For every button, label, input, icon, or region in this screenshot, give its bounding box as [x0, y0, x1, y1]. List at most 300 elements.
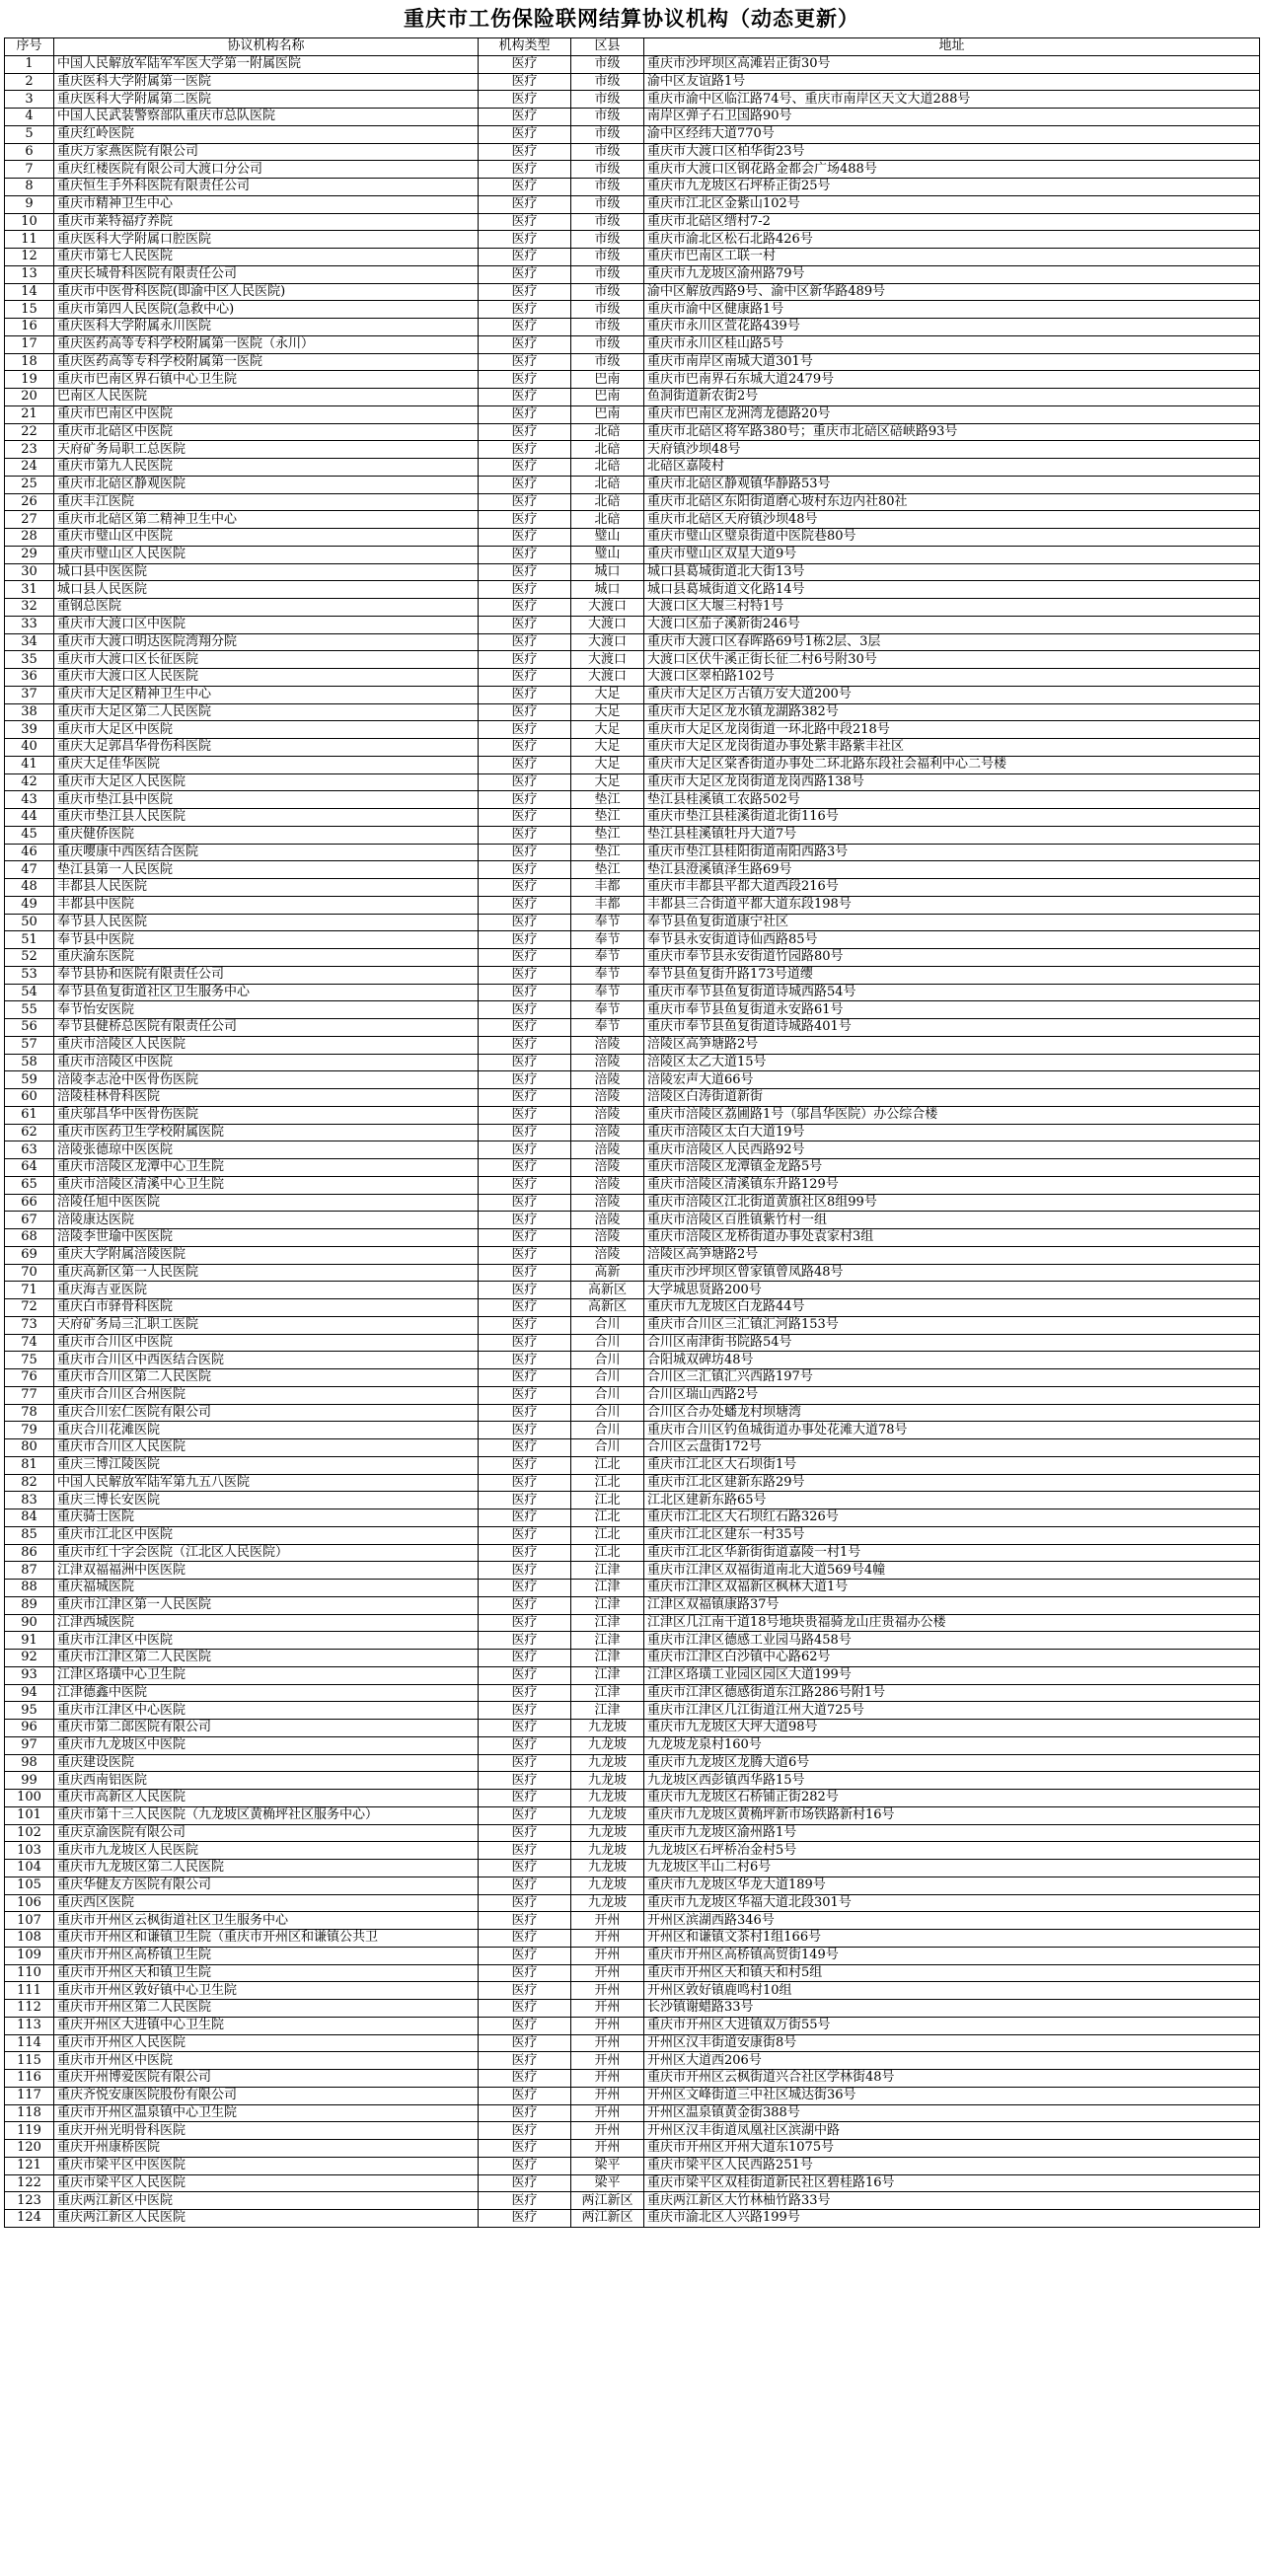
cell-index: 49 [5, 896, 54, 914]
cell-index: 45 [5, 826, 54, 844]
cell-name: 江津区珞璜中心卫生院 [54, 1666, 479, 1684]
cell-district: 江津 [571, 1580, 644, 1597]
cell-district: 开州 [571, 2122, 644, 2140]
table-row [5, 389, 1260, 406]
cell-index: 120 [5, 2140, 54, 2158]
cell-address: 重庆市江津区德感街道东江路286号附1号 [644, 1684, 1260, 1702]
cell-type: 医疗 [479, 581, 571, 599]
cell-district: 高新区 [571, 1299, 644, 1317]
cell-address: 重庆市大渡口区柏华街23号 [644, 143, 1260, 161]
table-row [5, 423, 1260, 441]
cell-district: 北碚 [571, 459, 644, 477]
cell-district: 九龙坡 [571, 1790, 644, 1807]
cell-district: 璧山 [571, 546, 644, 563]
cell-district: 九龙坡 [571, 1877, 644, 1894]
table-row [5, 195, 1260, 213]
cell-index: 31 [5, 581, 54, 599]
cell-type: 医疗 [479, 1089, 571, 1107]
cell-address: 重庆市北碚区缙村7-2 [644, 213, 1260, 231]
cell-address: 江津区几江南干道18号地块贵福骑龙山庄贵福办公楼 [644, 1614, 1260, 1632]
cell-name: 重庆白市驿骨科医院 [54, 1299, 479, 1317]
cell-address: 重庆市开州区高桥镇高贸街149号 [644, 1947, 1260, 1964]
cell-type: 医疗 [479, 2052, 571, 2070]
table-row [5, 1772, 1260, 1790]
cell-address: 重庆市巴南界石东城大道2479号 [644, 371, 1260, 389]
cell-address: 重庆市九龙坡区石坪桥正街25号 [644, 179, 1260, 196]
cell-address: 重庆市渝北区人兴路199号 [644, 2210, 1260, 2228]
cell-index: 55 [5, 1001, 54, 1019]
cell-index: 105 [5, 1877, 54, 1894]
cell-district: 涪陵 [571, 1071, 644, 1089]
cell-name: 重庆市巴南区界石镇中心卫生院 [54, 371, 479, 389]
table-row [5, 1596, 1260, 1614]
table-row [5, 861, 1260, 879]
cell-index: 122 [5, 2174, 54, 2192]
cell-district: 市级 [571, 231, 644, 249]
table-row [5, 879, 1260, 897]
cell-index: 93 [5, 1666, 54, 1684]
cell-address: 重庆市开州区大进镇双万街55号 [644, 2017, 1260, 2034]
cell-address: 重庆市大渡口区春晖路69号1栋2层、3层 [644, 633, 1260, 651]
cell-type: 医疗 [479, 1299, 571, 1317]
table-row [5, 1106, 1260, 1124]
cell-address: 重庆市合川区三汇镇汇河路153号 [644, 1316, 1260, 1334]
table-row [5, 1790, 1260, 1807]
cell-type: 医疗 [479, 616, 571, 633]
cell-index: 114 [5, 2034, 54, 2052]
cell-index: 1 [5, 55, 54, 73]
cell-type: 医疗 [479, 1930, 571, 1948]
table-row [5, 1684, 1260, 1702]
cell-address: 大渡口区伏牛溪正街长征二村6号附30号 [644, 651, 1260, 669]
cell-address: 开州区温泉镇黄金街388号 [644, 2104, 1260, 2122]
cell-type: 医疗 [479, 1982, 571, 2000]
table-row [5, 563, 1260, 581]
cell-type: 医疗 [479, 563, 571, 581]
header-index: 序号 [5, 38, 54, 56]
cell-address: 重庆市江津区德感工业园马路458号 [644, 1632, 1260, 1650]
cell-type: 医疗 [479, 249, 571, 266]
cell-type: 医疗 [479, 1422, 571, 1439]
table-row [5, 1580, 1260, 1597]
cell-address: 重庆市沙坪坝区曾家镇曾凤路48号 [644, 1264, 1260, 1282]
cell-index: 42 [5, 773, 54, 791]
table-row [5, 143, 1260, 161]
cell-district: 巴南 [571, 405, 644, 423]
cell-index: 69 [5, 1246, 54, 1264]
cell-index: 81 [5, 1456, 54, 1474]
table-row [5, 844, 1260, 861]
table-row [5, 1141, 1260, 1159]
table-row [5, 1614, 1260, 1632]
cell-type: 医疗 [479, 265, 571, 283]
cell-address: 渝中区经纬大道770号 [644, 125, 1260, 143]
cell-index: 118 [5, 2104, 54, 2122]
cell-address: 重庆市大足区龙水镇龙湖路382号 [644, 703, 1260, 721]
cell-index: 5 [5, 125, 54, 143]
table-row [5, 511, 1260, 529]
cell-index: 50 [5, 914, 54, 931]
cell-district: 合川 [571, 1316, 644, 1334]
cell-district: 垫江 [571, 844, 644, 861]
cell-district: 市级 [571, 249, 644, 266]
cell-name: 重庆市大足区人民医院 [54, 773, 479, 791]
cell-index: 121 [5, 2157, 54, 2174]
cell-index: 115 [5, 2052, 54, 2070]
cell-district: 江津 [571, 1666, 644, 1684]
cell-address: 江北区建新东路65号 [644, 1492, 1260, 1509]
cell-district: 大足 [571, 686, 644, 703]
cell-address: 垫江县桂溪镇工农路502号 [644, 791, 1260, 809]
cell-address: 合川区三汇镇汇兴西路197号 [644, 1369, 1260, 1387]
header-name: 协议机构名称 [54, 38, 479, 56]
table-row [5, 1492, 1260, 1509]
cell-district: 垫江 [571, 861, 644, 879]
table-row [5, 2140, 1260, 2158]
cell-type: 医疗 [479, 686, 571, 703]
cell-type: 医疗 [479, 335, 571, 353]
cell-name: 重庆市涪陵区清溪中心卫生院 [54, 1176, 479, 1194]
cell-address: 重庆市垫江县桂溪街道北街116号 [644, 809, 1260, 827]
cell-address: 重庆市南岸区南城大道301号 [644, 353, 1260, 371]
cell-address: 重庆市渝中区临江路74号、重庆市南岸区天文大道288号 [644, 91, 1260, 109]
table-row [5, 616, 1260, 633]
table-row [5, 1632, 1260, 1650]
cell-district: 江北 [571, 1509, 644, 1527]
cell-district: 市级 [571, 353, 644, 371]
cell-district: 璧山 [571, 529, 644, 547]
cell-type: 医疗 [479, 2122, 571, 2140]
cell-address: 重庆市涪陵区龙潭镇金龙路5号 [644, 1159, 1260, 1177]
cell-district: 市级 [571, 195, 644, 213]
cell-address: 重庆市江北区华新街街道嘉陵一村1号 [644, 1544, 1260, 1562]
cell-district: 北碚 [571, 476, 644, 493]
cell-name: 奉节县人民医院 [54, 914, 479, 931]
cell-type: 医疗 [479, 1334, 571, 1352]
cell-type: 医疗 [479, 1404, 571, 1422]
cell-district: 江津 [571, 1684, 644, 1702]
cell-address: 垫江县桂溪镇牡丹大道7号 [644, 826, 1260, 844]
cell-district: 合川 [571, 1352, 644, 1369]
table-row [5, 1720, 1260, 1737]
cell-index: 75 [5, 1352, 54, 1369]
cell-district: 涪陵 [571, 1159, 644, 1177]
table-body [5, 55, 1260, 2227]
cell-name: 重庆长城骨科医院有限责任公司 [54, 265, 479, 283]
cell-address: 重庆市涪陵区清溪镇东升路129号 [644, 1176, 1260, 1194]
cell-district: 奉节 [571, 966, 644, 984]
cell-address: 重庆市涪陵区龙桥街道办事处袁家村3组 [644, 1229, 1260, 1247]
table-row [5, 1194, 1260, 1212]
cell-index: 116 [5, 2070, 54, 2088]
cell-name: 涪陵任旭中医医院 [54, 1194, 479, 1212]
cell-district: 开州 [571, 2052, 644, 2070]
cell-district: 合川 [571, 1404, 644, 1422]
cell-district: 垫江 [571, 791, 644, 809]
cell-name: 重庆市九龙坡区第二人民医院 [54, 1860, 479, 1877]
cell-address: 重庆市梁平区双桂街道新民社区碧桂路16号 [644, 2174, 1260, 2192]
cell-district: 开州 [571, 1982, 644, 2000]
cell-type: 医疗 [479, 546, 571, 563]
cell-type: 医疗 [479, 1544, 571, 1562]
cell-type: 医疗 [479, 896, 571, 914]
cell-district: 九龙坡 [571, 1894, 644, 1912]
cell-index: 99 [5, 1772, 54, 1790]
cell-name: 重庆恒生手外科医院有限责任公司 [54, 179, 479, 196]
cell-district: 江津 [571, 1702, 644, 1720]
cell-district: 江北 [571, 1544, 644, 1562]
cell-address: 重庆市丰都县平都大道西段216号 [644, 879, 1260, 897]
cell-address: 重庆市江北区大石坝红石路326号 [644, 1509, 1260, 1527]
cell-type: 医疗 [479, 633, 571, 651]
table-row [5, 1912, 1260, 1930]
cell-address: 重庆市垫江县桂阳街道南阳西路3号 [644, 844, 1260, 861]
cell-index: 16 [5, 319, 54, 336]
cell-type: 医疗 [479, 931, 571, 949]
cell-address: 重庆市奉节县鱼复街道诗城路401号 [644, 1019, 1260, 1037]
table-row [5, 2174, 1260, 2192]
cell-type: 医疗 [479, 1964, 571, 1982]
cell-name: 重庆市第二郎医院有限公司 [54, 1720, 479, 1737]
cell-name: 江津德鑫中医院 [54, 1684, 479, 1702]
cell-address: 重庆市江津区双福街道南北大道569号4幢 [644, 1562, 1260, 1580]
table-row [5, 581, 1260, 599]
table-row [5, 301, 1260, 319]
cell-index: 88 [5, 1580, 54, 1597]
cell-index: 82 [5, 1474, 54, 1492]
table-row [5, 1456, 1260, 1474]
cell-name: 重庆骑士医院 [54, 1509, 479, 1527]
cell-name: 重庆齐悦安康医院股份有限公司 [54, 2087, 479, 2104]
cell-name: 重庆市涪陵区中医院 [54, 1054, 479, 1071]
cell-index: 26 [5, 493, 54, 511]
cell-index: 78 [5, 1404, 54, 1422]
cell-name: 重庆建设医院 [54, 1754, 479, 1772]
cell-type: 医疗 [479, 125, 571, 143]
table-row [5, 931, 1260, 949]
cell-index: 13 [5, 265, 54, 283]
cell-type: 医疗 [479, 231, 571, 249]
cell-address: 奉节县鱼复街道康宁社区 [644, 914, 1260, 931]
cell-type: 医疗 [479, 109, 571, 126]
cell-name: 重庆大学附属涪陵医院 [54, 1246, 479, 1264]
cell-address: 城口县葛城街道北大街13号 [644, 563, 1260, 581]
cell-index: 57 [5, 1036, 54, 1054]
cell-name: 重庆市开州区高桥镇卫生院 [54, 1947, 479, 1964]
cell-index: 91 [5, 1632, 54, 1650]
cell-name: 中国人民解放军陆军第九五八医院 [54, 1474, 479, 1492]
cell-district: 涪陵 [571, 1246, 644, 1264]
cell-type: 医疗 [479, 2034, 571, 2052]
cell-address: 开州区和谦镇文茶村1组166号 [644, 1930, 1260, 1948]
cell-district: 市级 [571, 55, 644, 73]
cell-district: 城口 [571, 563, 644, 581]
cell-type: 医疗 [479, 861, 571, 879]
table-row [5, 283, 1260, 301]
cell-address: 重庆市涪陵区太白大道19号 [644, 1124, 1260, 1141]
cell-type: 医疗 [479, 756, 571, 773]
table-row [5, 1071, 1260, 1089]
cell-name: 重庆市大渡口区人民医院 [54, 669, 479, 687]
cell-district: 涪陵 [571, 1036, 644, 1054]
cell-index: 86 [5, 1544, 54, 1562]
cell-district: 九龙坡 [571, 1806, 644, 1824]
cell-index: 48 [5, 879, 54, 897]
cell-address: 重庆市大足区万古镇万安大道200号 [644, 686, 1260, 703]
cell-address: 重庆市北碚区天府镇沙坝48号 [644, 511, 1260, 529]
cell-name: 重庆两江新区人民医院 [54, 2210, 479, 2228]
cell-district: 合川 [571, 1334, 644, 1352]
cell-index: 117 [5, 2087, 54, 2104]
cell-address: 重庆市九龙坡区渝州路1号 [644, 1824, 1260, 1842]
cell-address: 重庆市大足区龙岗街道龙岗西路138号 [644, 773, 1260, 791]
cell-type: 医疗 [479, 949, 571, 967]
cell-district: 市级 [571, 109, 644, 126]
cell-type: 医疗 [479, 1246, 571, 1264]
cell-index: 73 [5, 1316, 54, 1334]
cell-type: 医疗 [479, 1386, 571, 1404]
cell-index: 89 [5, 1596, 54, 1614]
cell-index: 52 [5, 949, 54, 967]
cell-type: 医疗 [479, 143, 571, 161]
cell-district: 梁平 [571, 2174, 644, 2192]
cell-name: 重庆市精神卫生中心 [54, 195, 479, 213]
cell-index: 111 [5, 1982, 54, 2000]
table-row [5, 1054, 1260, 1071]
cell-name: 重庆市大足区精神卫生中心 [54, 686, 479, 703]
cell-index: 2 [5, 73, 54, 91]
table-row [5, 2192, 1260, 2210]
cell-district: 市级 [571, 73, 644, 91]
cell-name: 重庆丰江医院 [54, 493, 479, 511]
cell-address: 涪陵宏声大道66号 [644, 1071, 1260, 1089]
cell-type: 医疗 [479, 1509, 571, 1527]
cell-index: 46 [5, 844, 54, 861]
cell-address: 九龙坡龙泉村160号 [644, 1736, 1260, 1754]
cell-index: 9 [5, 195, 54, 213]
cell-name: 奉节县协和医院有限责任公司 [54, 966, 479, 984]
cell-district: 涪陵 [571, 1124, 644, 1141]
table-row [5, 1019, 1260, 1037]
cell-index: 67 [5, 1212, 54, 1229]
cell-name: 重庆市垫江县人民医院 [54, 809, 479, 827]
cell-index: 74 [5, 1334, 54, 1352]
cell-type: 医疗 [479, 493, 571, 511]
cell-address: 合阳城双碑坊48号 [644, 1352, 1260, 1369]
cell-type: 医疗 [479, 703, 571, 721]
cell-type: 医疗 [479, 773, 571, 791]
cell-district: 大渡口 [571, 616, 644, 633]
table-row [5, 161, 1260, 179]
cell-name: 重庆市合川区中医院 [54, 1334, 479, 1352]
cell-address: 大渡口区大堰三村特1号 [644, 599, 1260, 617]
cell-address: 重庆市开州区开州大道东1075号 [644, 2140, 1260, 2158]
cell-district: 巴南 [571, 371, 644, 389]
table-header-row [5, 38, 1260, 56]
cell-address: 重庆市合川区钓鱼城街道办事处花滩大道78号 [644, 1422, 1260, 1439]
cell-index: 8 [5, 179, 54, 196]
cell-index: 96 [5, 1720, 54, 1737]
cell-address: 重庆市涪陵区人民西路92号 [644, 1141, 1260, 1159]
cell-type: 医疗 [479, 1456, 571, 1474]
cell-index: 14 [5, 283, 54, 301]
header-type: 机构类型 [479, 38, 571, 56]
cell-index: 27 [5, 511, 54, 529]
cell-name: 重庆两江新区中医院 [54, 2192, 479, 2210]
cell-index: 65 [5, 1176, 54, 1194]
cell-address: 重庆市九龙坡区石桥铺正街282号 [644, 1790, 1260, 1807]
cell-name: 重庆市涪陵区人民医院 [54, 1036, 479, 1054]
table-row [5, 826, 1260, 844]
cell-name: 涪陵康达医院 [54, 1212, 479, 1229]
table-row [5, 1176, 1260, 1194]
cell-name: 重庆市开州区人民医院 [54, 2034, 479, 2052]
cell-name: 重庆市合川区合州医院 [54, 1386, 479, 1404]
cell-index: 44 [5, 809, 54, 827]
cell-index: 35 [5, 651, 54, 669]
cell-index: 37 [5, 686, 54, 703]
cell-type: 医疗 [479, 1054, 571, 1071]
table-row [5, 1877, 1260, 1894]
cell-name: 重庆市江北区中医院 [54, 1526, 479, 1544]
table-row [5, 1439, 1260, 1457]
cell-district: 市级 [571, 125, 644, 143]
table-row [5, 1264, 1260, 1282]
cell-index: 58 [5, 1054, 54, 1071]
cell-name: 重庆市莱特福疗养院 [54, 213, 479, 231]
cell-district: 合川 [571, 1369, 644, 1387]
table-row [5, 966, 1260, 984]
cell-index: 36 [5, 669, 54, 687]
cell-name: 江津双福福洲中医医院 [54, 1562, 479, 1580]
table-row [5, 1246, 1260, 1264]
cell-district: 江北 [571, 1474, 644, 1492]
cell-district: 涪陵 [571, 1176, 644, 1194]
cell-address: 重庆市渝北区松石北路426号 [644, 231, 1260, 249]
table-row [5, 2122, 1260, 2140]
cell-name: 重庆医药高等专科学校附属第一医院（永川） [54, 335, 479, 353]
cell-name: 重庆市九龙坡区中医院 [54, 1736, 479, 1754]
cell-index: 40 [5, 739, 54, 757]
table-row [5, 1474, 1260, 1492]
cell-address: 重庆市北碚区东阳街道磨心坡村东边内社80社 [644, 493, 1260, 511]
cell-district: 奉节 [571, 1019, 644, 1037]
cell-district: 巴南 [571, 389, 644, 406]
cell-index: 108 [5, 1930, 54, 1948]
cell-type: 医疗 [479, 1194, 571, 1212]
cell-name: 重庆三博江陵医院 [54, 1456, 479, 1474]
cell-address: 开州区敦好镇鹿鸣村10组 [644, 1982, 1260, 2000]
cell-name: 重庆西南铝医院 [54, 1772, 479, 1790]
table-row [5, 1544, 1260, 1562]
cell-district: 合川 [571, 1422, 644, 1439]
table-row [5, 791, 1260, 809]
table-row [5, 949, 1260, 967]
cell-index: 39 [5, 721, 54, 739]
cell-index: 34 [5, 633, 54, 651]
cell-name: 重庆市开州区敦好镇中心卫生院 [54, 1982, 479, 2000]
cell-name: 重庆市北碚区中医院 [54, 423, 479, 441]
cell-district: 奉节 [571, 914, 644, 931]
table-row [5, 739, 1260, 757]
cell-type: 医疗 [479, 195, 571, 213]
table-row [5, 1754, 1260, 1772]
cell-district: 开州 [571, 2034, 644, 2052]
cell-name: 天府矿务局职工总医院 [54, 441, 479, 459]
cell-name: 重庆开州康桥医院 [54, 2140, 479, 2158]
cell-address: 江津区双福镇康路37号 [644, 1596, 1260, 1614]
cell-address: 合川区云盘街172号 [644, 1439, 1260, 1457]
